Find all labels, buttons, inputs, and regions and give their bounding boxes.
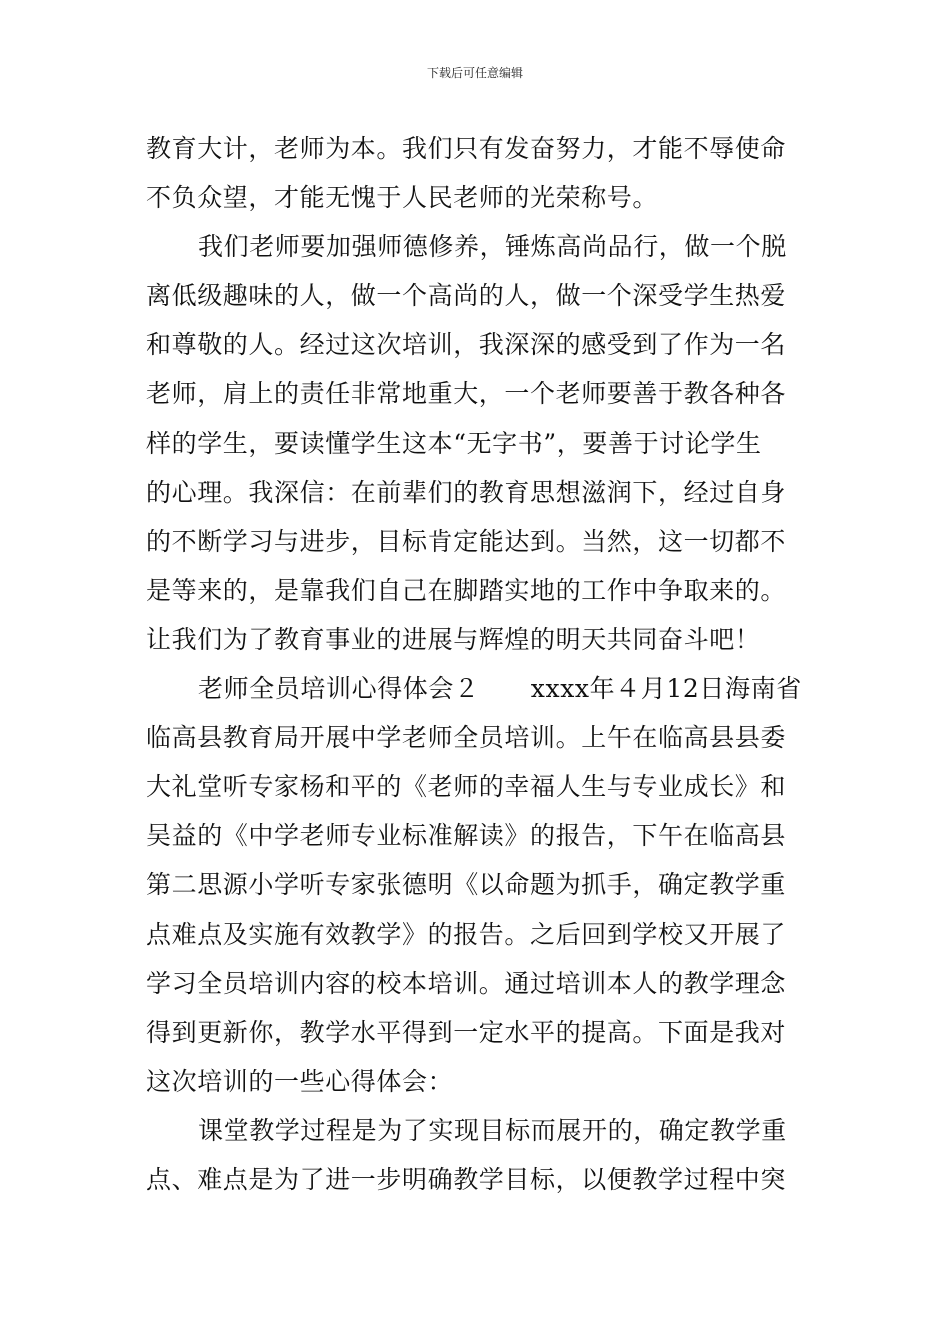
document-body	[146, 124, 808, 1204]
text-line: 学习全员培训内容的校本培训。通过培训本人的教学理念	[146, 968, 787, 998]
text-line: 点、难点是为了进一步明确教学目标，以便教学过程中突	[146, 1164, 787, 1194]
text-line: 和尊敬的人。经过这次培训，我深深的感受到了作为一名	[146, 330, 787, 360]
text-line: 的心理。我深信：在前辈们的教育思想滋润下，经过自身	[146, 477, 787, 507]
text-line: 教育大计，老师为本。我们只有发奋努力，才能不辱使命	[146, 134, 787, 163]
text-line: 临高县教育局开展中学老师全员培训。上午在临高县县委	[146, 723, 787, 753]
text-line: 第二思源小学听专家张德明《以命题为抓手，确定教学重	[146, 870, 787, 900]
page-header-note: 下载后可任意编辑	[426, 66, 523, 80]
text-line: 让我们为了教育事业的进展与辉煌的明天共同奋斗吧！	[146, 624, 761, 654]
paragraph-start-line: 我们老师要加强师德修养，锤炼高尚品行，做一个脱	[198, 232, 787, 262]
text-line: 的不断学习与进步，目标肯定能达到。当然，这一切都不	[146, 526, 787, 556]
text-line: 老师，肩上的责任非常地重大，一个老师要善于教各种各	[146, 379, 787, 409]
text-line: 离低级趣味的人，做一个高尚的人，做一个深受学生热爱	[146, 281, 787, 311]
text-line: 吴益的《中学老师专业标准解读》的报告，下午在临高县	[146, 821, 787, 851]
text-line: 得到更新你，教学水平得到一定水平的提高。下面是我对	[146, 1017, 787, 1047]
text-line: 样的学生，要读懂学生这本“无字书”，要善于讨论学生	[146, 428, 762, 458]
text-line: 是等来的，是靠我们自己在脚踏实地的工作中争取来的。	[146, 575, 787, 605]
text-line: 大礼堂听专家杨和平的《老师的幸福人生与专业成长》和	[146, 772, 787, 802]
text-line: 点难点及实施有效教学》的报告。之后回到学校又开展了	[146, 919, 787, 949]
text-line: 这次培训的一些心得体会：	[146, 1066, 454, 1096]
paragraph-start-line: 课堂教学过程是为了实现目标而展开的，确定教学重	[198, 1115, 787, 1145]
text-line: 不负众望，才能无愧于人民老师的光荣称号。	[146, 183, 659, 213]
paragraph-start-line: 老师全员培训心得体会２ xxxx年４月12日海南省	[198, 674, 802, 704]
